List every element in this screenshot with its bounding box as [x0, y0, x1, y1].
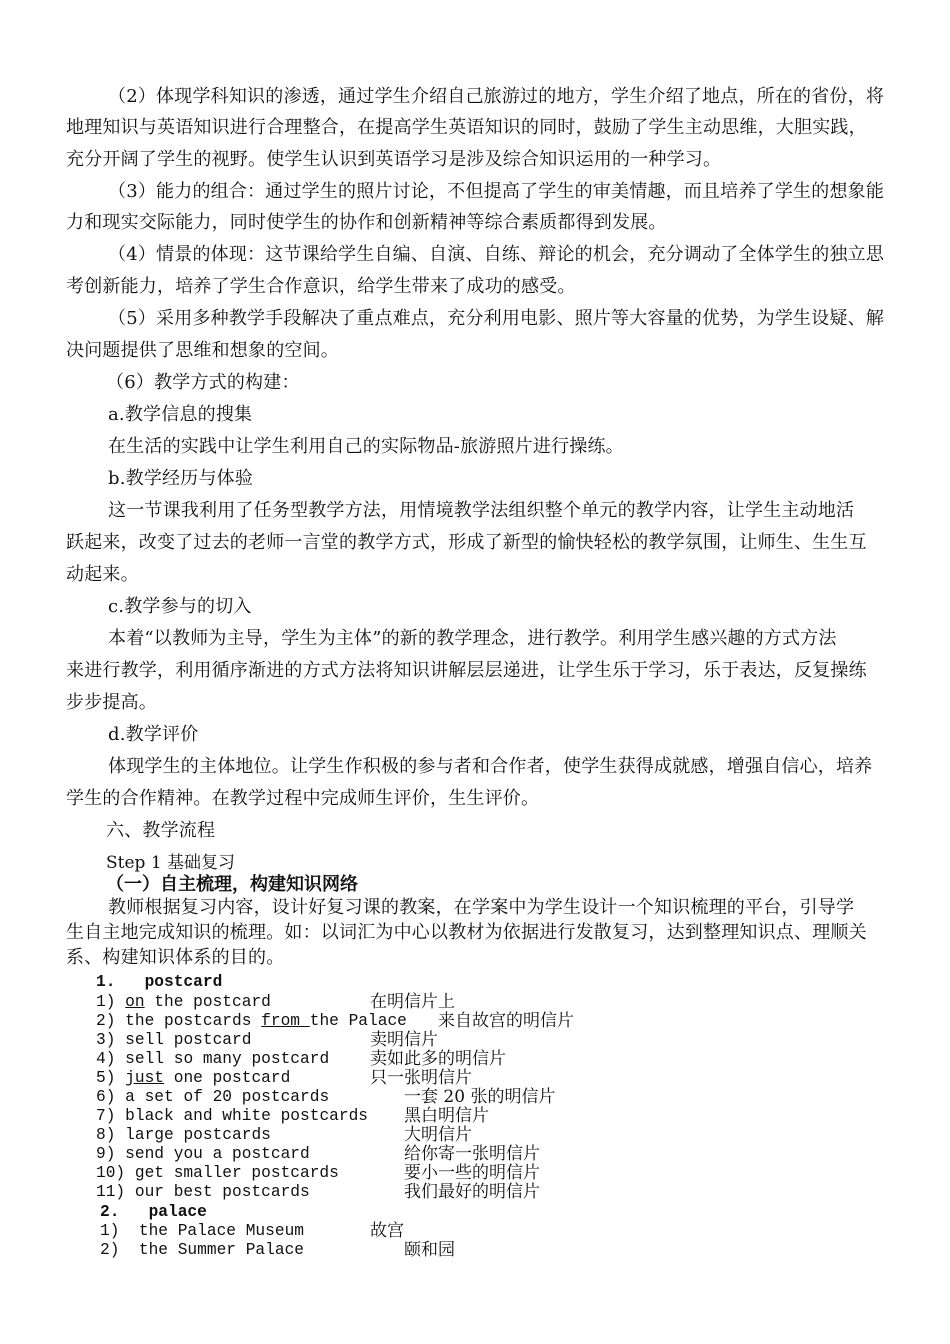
postcard-vocab-item	[96, 1049, 329, 1069]
vocab-item-number: 2)	[96, 1012, 126, 1030]
vocab-item-phrase-rest: the Palace	[309, 1012, 407, 1030]
postcard-vocab-item	[96, 1068, 290, 1088]
vocab-item-number: 1)	[100, 1222, 139, 1240]
vocab-item-phrase-rest: one postcard	[164, 1069, 291, 1087]
item-b-text-line-1: 这一节课我利用了任务型教学方法，用情境教学法组织整个单元的教学内容，让学生主动地活	[108, 500, 855, 521]
vocab-item-number: 10)	[96, 1164, 135, 1182]
vocab-item-translation: 故宫	[370, 1221, 404, 1241]
postcard-vocab-item	[96, 1125, 271, 1145]
subsection-1-heading: （一）自主梳理，构建知识网络	[106, 874, 358, 895]
step-1-heading: Step 1 基础复习	[106, 853, 236, 873]
vocab-item-underlined-word: from	[261, 1012, 310, 1030]
vocab-item-number: 6)	[96, 1088, 126, 1106]
vocab-item-phrase-rest: the postcard	[144, 993, 271, 1011]
vocab-item-translation: 要小一些的明信片	[404, 1163, 540, 1183]
paragraph-2-line-1: （2）体现学科知识的渗透，通过学生介绍自己旅游过的地方，学生介绍了地点，所在的省份，将	[108, 86, 885, 107]
vocab-item-phrase: large postcards	[125, 1126, 271, 1144]
vocab-item-number: 7)	[96, 1107, 126, 1125]
vocab-item-translation: 黑白明信片	[404, 1106, 489, 1126]
vocab-item-number: 1)	[96, 993, 126, 1011]
vocab-item-phrase: the Summer Palace	[138, 1241, 304, 1259]
vocab-item-translation: 一套 20 张的明信片	[404, 1087, 556, 1107]
postcard-vocab-item	[96, 992, 271, 1012]
vocab-item-number: 3)	[96, 1031, 126, 1049]
vocab-item-number: 8)	[96, 1126, 126, 1144]
vocab-item-translation: 大明信片	[404, 1125, 472, 1145]
intro-line-3: 系、构建知识体系的目的。	[66, 947, 285, 968]
vocab-item-phrase: sell so many postcard	[125, 1050, 330, 1068]
vocab-item-translation: 卖明信片	[370, 1030, 438, 1050]
item-d-title: d.教学评价	[108, 724, 199, 745]
vocab-item-underlined-word: on	[125, 993, 145, 1011]
vocab-item-underlined-word: just	[125, 1069, 165, 1087]
vocab-item-phrase: sell postcard	[125, 1031, 252, 1049]
intro-line-2: 生自主地完成知识的梳理。如：以词汇为中心以教材为依据进行发散复习，达到整理知识点、理顺关	[66, 922, 867, 943]
vocab-item-phrase: get smaller postcards	[134, 1164, 339, 1182]
postcard-vocab-item	[96, 1144, 310, 1164]
vocab-item-phrase: a set of 20 postcards	[125, 1088, 330, 1106]
postcard-vocab-item	[96, 1182, 310, 1202]
item-b-text-line-2: 跃起来，改变了过去的老师一言堂的教学方式，形成了新型的愉快轻松的教学氛围，让师生、生生互	[66, 532, 867, 553]
vocab-item-phrase: send you a postcard	[125, 1145, 310, 1163]
paragraph-2-line-3: 充分开阔了学生的视野。使学生认识到英语学习是涉及综合知识运用的一种学习。	[66, 149, 722, 170]
item-a-text: 在生活的实践中让学生利用自己的实际物品-旅游照片进行操练。	[108, 436, 624, 457]
vocab-item-phrase: the Palace Museum	[138, 1222, 304, 1240]
palace-vocab-item	[100, 1240, 304, 1260]
item-b-text-line-3: 动起来。	[66, 564, 139, 585]
postcard-vocab-item	[96, 1106, 368, 1126]
section-6-heading: 六、教学流程	[106, 820, 216, 841]
vocab-item-translation: 来自故宫的明信片	[438, 1011, 574, 1031]
item-c-title: c.教学参与的切入	[108, 596, 252, 617]
item-b-title: b.教学经历与体验	[108, 468, 254, 489]
item-d-text-line-2: 学生的合作精神。在教学过程中完成师生评价，生生评价。	[66, 788, 540, 809]
palace-vocab-item	[100, 1221, 304, 1241]
vocab-item-number: 2)	[100, 1241, 139, 1259]
intro-line-1: 教师根据复习内容，设计好复习课的教案，在学案中为学生设计一个知识梳理的平台，引导学	[108, 897, 855, 918]
paragraph-2-line-2: 地理知识与英语知识进行合理整合，在提高学生英语知识的同时，鼓励了学生主动思维，大胆实践，	[66, 117, 867, 138]
item-c-text-line-2: 来进行教学，利用循序渐进的方式方法将知识讲解层层递进，让学生乐于学习，乐于表达，反复操练	[66, 660, 867, 681]
vocab-item-translation: 在明信片上	[370, 992, 455, 1012]
postcard-vocab-item	[96, 1030, 251, 1050]
vocab-item-number: 9)	[96, 1145, 126, 1163]
paragraph-5-line-2: 决问题提供了思维和想象的空间。	[66, 340, 339, 361]
vocab-item-translation: 我们最好的明信片	[404, 1182, 540, 1202]
paragraph-4-line-2: 考创新能力，培养了学生合作意识，给学生带来了成功的感受。	[66, 276, 576, 297]
vocab-item-number: 4)	[96, 1050, 126, 1068]
item-a-title: a.教学信息的搜集	[108, 404, 253, 425]
vocab-item-translation: 卖如此多的明信片	[370, 1049, 506, 1069]
vocab-item-translation: 给你寄一张明信片	[404, 1144, 540, 1164]
postcard-vocab-item	[96, 1011, 407, 1031]
vocab-heading-postcard: 1. postcard	[96, 973, 223, 991]
vocab-item-phrase: the postcards	[125, 1012, 262, 1030]
paragraph-3-line-1: （3）能力的组合：通过学生的照片讨论，不但提高了学生的审美情趣，而且培养了学生的想象能	[108, 181, 885, 202]
item-c-text-line-1: 本着“以教师为主导，学生为主体”的新的教学理念，进行教学。利用学生感兴趣的方式方法	[108, 628, 837, 649]
vocab-item-phrase: our best postcards	[134, 1183, 310, 1201]
postcard-vocab-item	[96, 1163, 339, 1183]
vocab-item-translation: 颐和园	[404, 1240, 455, 1260]
vocab-heading-palace: 2. palace	[100, 1203, 207, 1221]
paragraph-3-line-2: 力和现实交际能力，同时使学生的协作和创新精神等综合素质都得到发展。	[66, 212, 667, 233]
item-c-text-line-3: 步步提高。	[66, 692, 157, 713]
paragraph-5-line-1: （5）采用多种教学手段解决了重点难点，充分利用电影、照片等大容量的优势，为学生设疑、解	[108, 308, 885, 329]
paragraph-4-line-1: （4）情景的体现：这节课给学生自编、自演、自练、辩论的机会，充分调动了全体学生的独立思	[108, 244, 885, 265]
item-d-text-line-1: 体现学生的主体地位。让学生作积极的参与者和合作者，使学生获得成就感，增强自信心，培养	[108, 756, 873, 777]
vocab-item-phrase: black and white postcards	[125, 1107, 369, 1125]
paragraph-6-heading: （6）教学方式的构建：	[106, 372, 300, 393]
vocab-item-translation: 只一张明信片	[370, 1068, 472, 1088]
postcard-vocab-item	[96, 1087, 329, 1107]
vocab-item-number: 5)	[96, 1069, 126, 1087]
vocab-item-number: 11)	[96, 1183, 135, 1201]
